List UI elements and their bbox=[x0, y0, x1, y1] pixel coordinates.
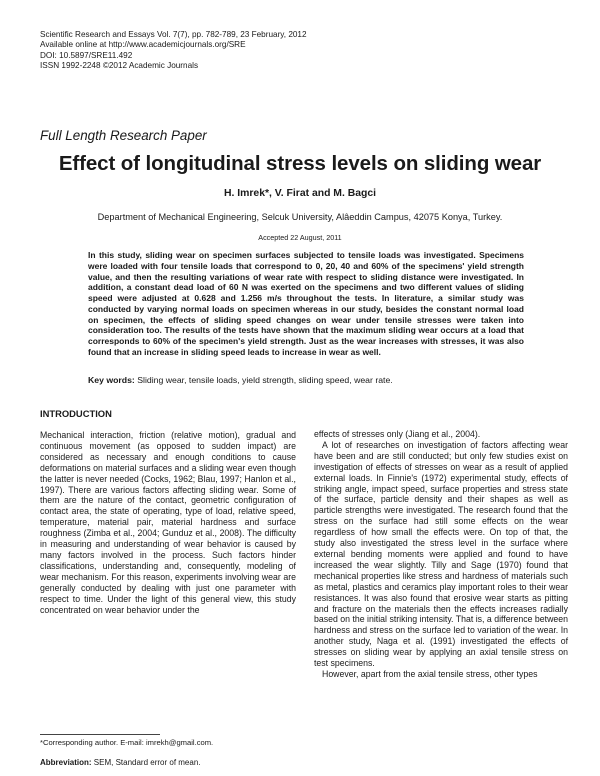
body-column-right bbox=[314, 429, 568, 680]
affiliation: Department of Mechanical Engineering, Selcuk University, Alâeddin Campus, 42075 Konya, Turkey. bbox=[97, 212, 503, 222]
header-line-doi: DOI: 10.5897/SRE11.492 bbox=[40, 50, 133, 60]
paragraph: effects of stresses only (Jiang et al., 2004). bbox=[314, 429, 481, 439]
accepted-date: Accepted 22 August, 2011 bbox=[258, 233, 342, 242]
body-column-left bbox=[40, 430, 296, 615]
paragraph: However, apart from the axial tensile stress, other types bbox=[322, 668, 538, 679]
paper-type: Full Length Research Paper bbox=[40, 128, 207, 143]
keywords-label: Key words: bbox=[88, 375, 135, 385]
journal-header bbox=[40, 30, 307, 72]
keywords bbox=[88, 375, 524, 385]
keywords-text: Sliding wear, tensile loads, yield strength, sliding speed, wear rate. bbox=[134, 375, 393, 385]
header-line-url: Available online at http://www.academicjournals.org/SRE bbox=[40, 40, 246, 50]
authors: H. Imrek*, V. Firat and M. Bagci bbox=[223, 188, 377, 199]
header-line-issn: ISSN 1992-2248 ©2012 Academic Journals bbox=[40, 61, 199, 71]
paragraph: Mechanical interaction, friction (relative motion), gradual and continuous movement (as opposed to sudden impact) are considered as necessary and enough conditions to cause deformations on material surfaces and a sliding wear even though the latter is never needed (Cocks, 1962; Blau, 1997; Hanlon et al., 1997). There are various factors affecting sliding wear. Some of them are the nature of the contact, geometric configuration of contact area, the state of operating, type of load, relative speed, temperature, material pair, material hardness and surface roughness (Zimba et al., 2004; Gunduz et al., 2008). The difficulty in measuring and understanding of wear behavior is caused by many factors involved in the process. Such factors hinder classifications, understanding and, consequently, modeling of wear mechanism. For this reason, experiments involving wear are generally conducted by dealing with just one parameter with respect to time. Under the light of this general view, this study concentrated on wear behavior under the bbox=[40, 430, 296, 615]
header-line-citation: Scientific Research and Essays Vol. 7(7), pp. 782-789, 23 February, 2012 bbox=[40, 30, 307, 39]
paper-title: Effect of longitudinal stress levels on sliding wear bbox=[58, 152, 542, 175]
footnote-divider bbox=[40, 734, 160, 735]
abbreviation-text: SEM, Standard error of mean. bbox=[91, 758, 201, 767]
abbreviation-label: Abbreviation: bbox=[40, 758, 92, 767]
corresponding-author-footnote: *Corresponding author. E-mail: imrekh@gmail.com. bbox=[40, 738, 214, 747]
section-heading-introduction: INTRODUCTION bbox=[40, 408, 112, 419]
abstract: In this study, sliding wear on specimen surfaces subjected to tensile loads was investigated. Specimens were loaded with four tensile loads that correspond to 0, 20, 40 and 60% of the specimens' yield strength value, and then the resulting variations of wear rate with respect to sliding distance were investigated. In addition, a constant dead load of 60 N was exerted on the specimens and two different values of sliding speed were adjusted at 0.628 and 1.256 m/s throughout the tests. In literature, a similar study was conducted by varying normal loads on specimen whereas in our study, besides the constant normal load on specimen, the effects of sliding speed changes on wear under tensile stresses were taken into consideration too. The results of the tests have shown that the maximum sliding wear occurs at a load that corresponds to 60% of the specimen's yield strength. Just as the wear increases with stresses, it was also found that an increase in sliding speed leads to increase in wear as well. bbox=[88, 250, 524, 357]
paragraph: A lot of researches on investigation of factors affecting wear have been and are still conducted; but only few studies exist on investigation of effects of stresses on wear as a result of applied external loads. In Finnie's (1972) experimental study, effects of striking angle, impact speed, surface properties and stress state of the surface, particle density and their shapes as well as particle strengths were investigated. The research found that the stress on the surface had still some effects on the wear regardless of how small the effects were. On top of that, the study also investigated the stress level in the surface where external bending moments were applied and found to have increased the wear slightly. Tilly and Sage (1970) found that mechanical properties like stress and hardness of materials such as metal, plastics and ceramics play important roles to their wear resistances. It was also found that erosive wear starts as pitting and fracture on the materials then the effects increases radially based on the initial striking intensity. That is, a difference between hardness and stress on the surface led to variation of the wear. In another study, Naga et al. (1991) investigated the effects of stresses on sliding wear by applying an axial tensile stress on test specimens. bbox=[314, 439, 568, 669]
abbreviation-note bbox=[40, 758, 201, 767]
